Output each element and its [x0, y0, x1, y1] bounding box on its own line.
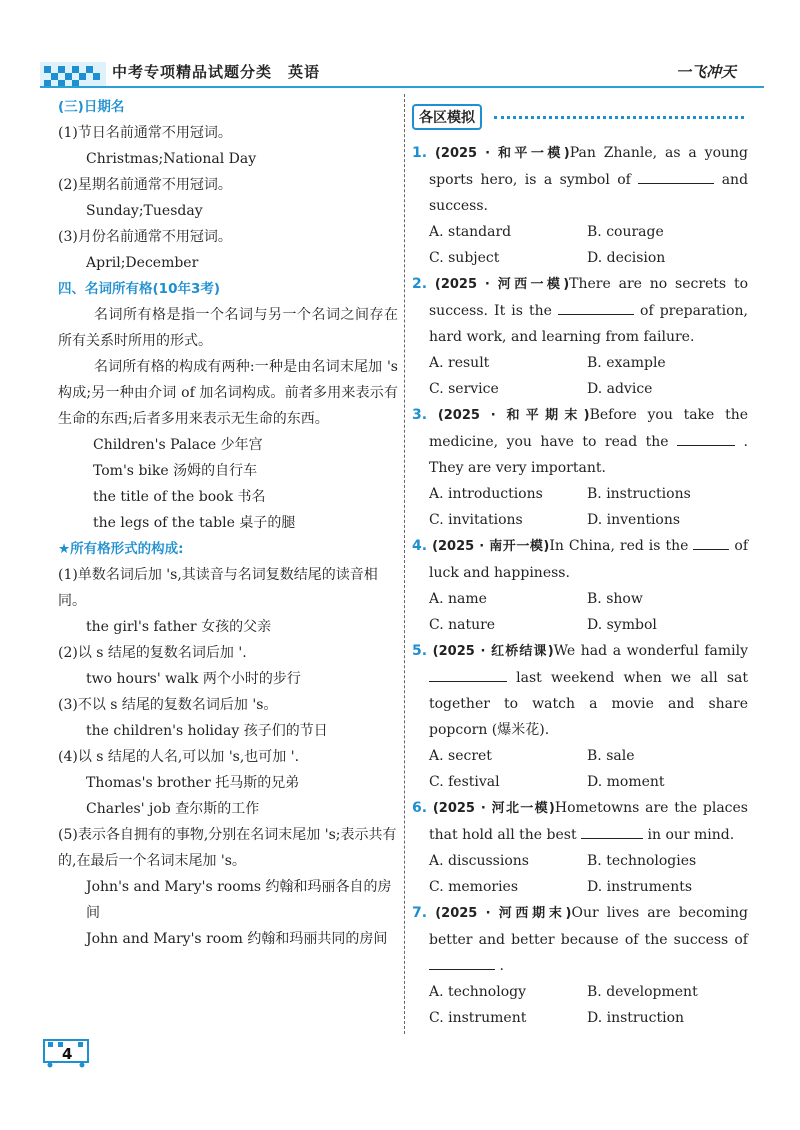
- question-source: (2025 · 河北一模): [432, 801, 555, 816]
- answer-blank[interactable]: [581, 824, 643, 839]
- question-text: [412, 533, 748, 586]
- answer-option[interactable]: A. technology: [429, 984, 527, 1000]
- question-stem-end: in our mind.: [647, 827, 735, 843]
- answer-option[interactable]: A. discussions: [429, 853, 529, 869]
- question-text: [412, 140, 748, 219]
- question-text: [412, 638, 748, 743]
- example-text: the children's holiday 孩子们的节日: [86, 723, 328, 739]
- question-number: 6.: [412, 800, 428, 816]
- section-heading-dates: (三)日期名: [58, 99, 125, 115]
- header-brand: 一飞冲天: [676, 63, 737, 81]
- example-text: Sunday;Tuesday: [86, 203, 203, 219]
- question-item: [412, 402, 748, 533]
- section-heading-possessive: 四、名词所有格(10年3考): [58, 281, 221, 297]
- rule-text: (1)单数名词后加 's,其读音与名词复数结尾的读音相同。: [58, 567, 378, 609]
- answer-option[interactable]: A. name: [429, 591, 487, 607]
- example-text: Tom's bike 汤姆的自行车: [93, 463, 258, 479]
- question-stem: Pan Zhanle, as a young sports hero, is a symbol of: [429, 145, 748, 188]
- rule-text: (2)以 s 结尾的复数名词后加 '.: [58, 645, 247, 661]
- question-text: [412, 900, 748, 979]
- header-title: 中考专项精品试题分类 英语: [112, 63, 321, 81]
- question-stem: Hometowns are the places that hold all the best: [429, 800, 748, 843]
- example-text: Children's Palace 少年宫: [93, 437, 263, 453]
- example-text: two hours' walk 两个小时的步行: [86, 671, 301, 687]
- answer-option[interactable]: C. nature: [429, 617, 496, 633]
- question-number: 3.: [412, 407, 428, 423]
- question-stem: Before you take the medicine, you have to read the: [429, 407, 748, 450]
- right-column: [412, 104, 748, 1031]
- rule-text: (3)月份名前通常不用冠词。: [58, 229, 232, 245]
- option-grid: [412, 586, 748, 638]
- answer-option[interactable]: D. decision: [587, 250, 666, 266]
- answer-option[interactable]: B. show: [587, 591, 643, 607]
- answer-option[interactable]: B. development: [587, 984, 698, 1000]
- answer-option[interactable]: C. subject: [429, 250, 500, 266]
- answer-blank[interactable]: [429, 955, 495, 970]
- answer-option[interactable]: C. service: [429, 381, 499, 397]
- question-source: (2025 · 和平一模): [434, 146, 570, 161]
- question-list: [412, 140, 748, 1031]
- question-stem: Our lives are becoming better and better because of the success of: [429, 905, 749, 948]
- header-checker-icon: [40, 56, 106, 86]
- subsection-heading: ★所有格形式的构成:: [58, 541, 184, 557]
- question-item: [412, 900, 748, 1031]
- section-title-dots: [494, 116, 744, 119]
- answer-option[interactable]: D. instruction: [587, 1010, 685, 1026]
- left-column: [58, 94, 398, 952]
- question-number: 2.: [412, 276, 428, 292]
- example-text: Christmas;National Day: [86, 151, 257, 167]
- question-number: 5.: [412, 643, 428, 659]
- answer-option[interactable]: B. courage: [587, 224, 664, 240]
- answer-option[interactable]: C. instrument: [429, 1010, 527, 1026]
- option-grid: [412, 350, 748, 402]
- answer-option[interactable]: A. standard: [429, 224, 512, 240]
- rule-text: (2)星期名前通常不用冠词。: [58, 177, 232, 193]
- answer-blank[interactable]: [693, 535, 729, 550]
- page-number: 4: [62, 1045, 73, 1063]
- question-stem: There are no secrets to success. It is the: [429, 276, 748, 319]
- answer-option[interactable]: D. moment: [587, 774, 665, 790]
- answer-blank[interactable]: [677, 431, 735, 446]
- option-grid: [412, 848, 748, 900]
- question-number: 7.: [412, 905, 428, 921]
- answer-option[interactable]: C. memories: [429, 879, 519, 895]
- example-text: John and Mary's room 约翰和玛丽共同的房间: [86, 931, 388, 947]
- question-number: 4.: [412, 538, 428, 554]
- question-item: [412, 533, 748, 638]
- answer-option[interactable]: D. inventions: [587, 512, 681, 528]
- answer-option[interactable]: D. symbol: [587, 617, 657, 633]
- question-stem-end: . They are very important.: [429, 434, 748, 476]
- example-text: the legs of the table 桌子的腿: [93, 515, 296, 531]
- question-stem-end: .: [499, 958, 504, 974]
- question-stem: In China, red is the: [549, 538, 689, 554]
- answer-option[interactable]: A. secret: [429, 748, 492, 764]
- example-text: the title of the book 书名: [93, 489, 266, 505]
- answer-blank[interactable]: [638, 169, 714, 184]
- option-grid: [412, 481, 748, 533]
- option-grid: [412, 979, 748, 1031]
- question-source: (2025 · 南开一模): [432, 539, 550, 554]
- question-stem-end: last weekend when we all sat together to watch a movie and share popcorn (爆米花).: [429, 670, 748, 738]
- answer-option[interactable]: C. invitations: [429, 512, 523, 528]
- question-text: [412, 271, 748, 350]
- question-item: [412, 271, 748, 402]
- option-grid: [412, 743, 748, 795]
- example-text: John's and Mary's rooms 约翰和玛丽各自的房间: [86, 879, 392, 921]
- question-text: [412, 402, 748, 481]
- answer-option[interactable]: B. sale: [587, 748, 635, 764]
- question-number: 1.: [412, 145, 428, 161]
- answer-option[interactable]: B. technologies: [587, 853, 697, 869]
- answer-option[interactable]: B. instructions: [587, 486, 691, 502]
- header-rule: [40, 86, 764, 88]
- section-title-label: 各区模拟: [412, 104, 482, 130]
- rule-text: (5)表示各自拥有的事物,分别在名词末尾加 's;表示共有的,在最后一个名词末尾加 's。: [58, 827, 397, 869]
- example-text: Charles' job 查尔斯的工作: [86, 801, 260, 817]
- question-source: (2025 · 和平期末): [437, 408, 590, 423]
- answer-option[interactable]: A. introductions: [429, 486, 543, 502]
- question-source: (2025 · 河西一模): [434, 277, 570, 292]
- answer-option[interactable]: A. result: [429, 355, 490, 371]
- question-stem-end: of preparation, hard work, and learning from failure.: [429, 303, 748, 345]
- option-grid: [412, 219, 748, 271]
- example-text: the girl's father 女孩的父亲: [86, 619, 272, 635]
- paragraph: 名词所有格的构成有两种:一种是由名词末尾加 's构成;另一种由介词 of 加名词构成。前者多用来表示有生命的东西;后者多用来表示无生命的东西。: [58, 359, 398, 427]
- example-text: April;December: [86, 255, 199, 271]
- answer-blank[interactable]: [429, 667, 507, 682]
- question-text: [412, 795, 748, 848]
- rule-text: (3)不以 s 结尾的复数名词后加 's。: [58, 697, 278, 713]
- paragraph: 名词所有格是指一个名词与另一个名词之间存在所有关系时所用的形式。: [58, 307, 398, 349]
- question-item: [412, 140, 748, 271]
- answer-option[interactable]: B. example: [587, 355, 666, 371]
- example-text: Thomas's brother 托马斯的兄弟: [86, 775, 300, 791]
- column-divider: [404, 94, 405, 1034]
- question-stem-end: of luck and happiness.: [429, 538, 749, 581]
- question-item: [412, 795, 748, 900]
- question-source: (2025 · 河西期末): [435, 906, 572, 921]
- answer-option[interactable]: D. advice: [587, 381, 653, 397]
- section-title: [412, 104, 748, 132]
- question-stem-end: and success.: [429, 172, 749, 214]
- answer-option[interactable]: D. instruments: [587, 879, 693, 895]
- question-item: [412, 638, 748, 795]
- rule-text: (1)节日名前通常不用冠词。: [58, 125, 232, 141]
- question-source: (2025 · 红桥结课): [432, 644, 554, 659]
- answer-option[interactable]: C. festival: [429, 774, 500, 790]
- question-stem: We had a wonderful family: [553, 643, 748, 659]
- rule-text: (4)以 s 结尾的人名,可以加 's,也可加 '.: [58, 749, 300, 765]
- answer-blank[interactable]: [558, 300, 634, 315]
